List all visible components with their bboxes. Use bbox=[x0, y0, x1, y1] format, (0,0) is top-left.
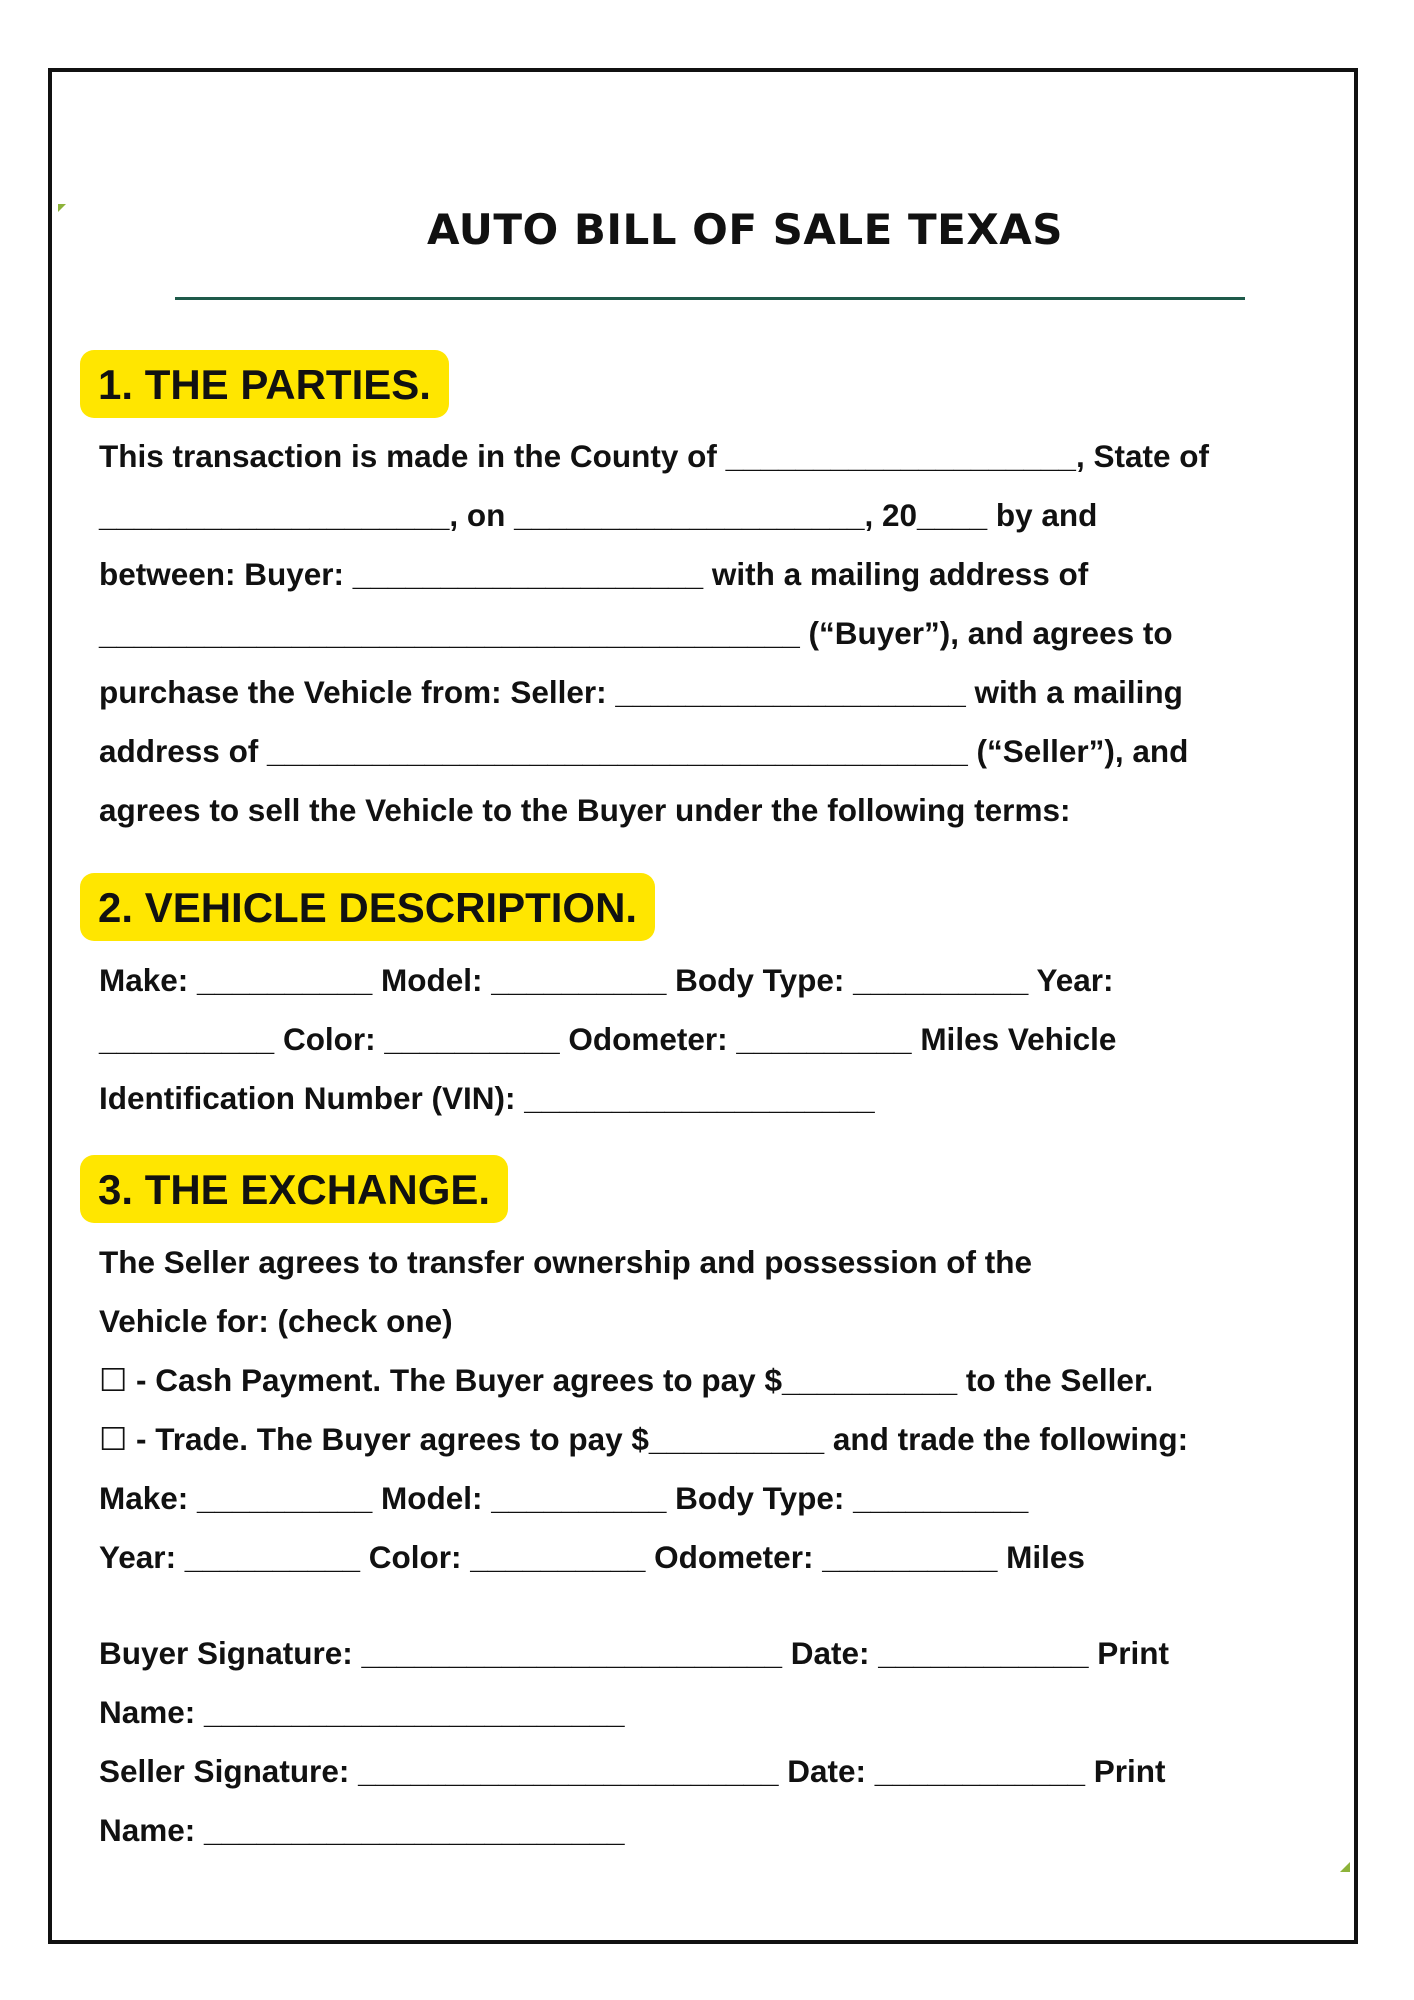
exchange-line-5: Make: __________ Model: __________ Body Type: __________ bbox=[99, 1480, 1029, 1516]
exchange-option-trade[interactable]: ☐ - Trade. The Buyer agrees to pay $__________ and trade the following: bbox=[99, 1421, 1189, 1457]
parties-line-1: This transaction is made in the County of ____________________, State of bbox=[99, 438, 1209, 474]
seller-print-name-line: Name: ________________________ bbox=[99, 1812, 625, 1848]
parties-line-7: agrees to sell the Vehicle to the Buyer under the following terms: bbox=[99, 792, 1071, 828]
section-heading-vehicle-description: 2. VEHICLE DESCRIPTION. bbox=[80, 873, 655, 941]
seller-signature-line: Seller Signature: ________________________ Date: ____________ Print bbox=[99, 1753, 1166, 1789]
vehicle-line-2: __________ Color: __________ Odometer: __________ Miles Vehicle bbox=[99, 1021, 1117, 1057]
vehicle-line-3: Identification Number (VIN): ____________________ bbox=[99, 1080, 875, 1116]
title-underline bbox=[175, 297, 1245, 300]
section-heading-parties: 1. THE PARTIES. bbox=[80, 350, 449, 418]
exchange-line-6: Year: __________ Color: __________ Odometer: __________ Miles bbox=[99, 1539, 1085, 1575]
parties-line-2: ____________________, on ____________________, 20____ by and bbox=[99, 497, 1098, 533]
parties-line-3: between: Buyer: ____________________ with a mailing address of bbox=[99, 556, 1089, 592]
corner-accent-bottom-right bbox=[1340, 1862, 1350, 1872]
exchange-line-2: Vehicle for: (check one) bbox=[99, 1303, 453, 1339]
buyer-print-name-line: Name: ________________________ bbox=[99, 1694, 625, 1730]
parties-line-6: address of ________________________________________ (“Seller”), and bbox=[99, 733, 1189, 769]
exchange-option-cash[interactable]: ☐ - Cash Payment. The Buyer agrees to pay $__________ to the Seller. bbox=[99, 1362, 1154, 1398]
section-heading-exchange: 3. THE EXCHANGE. bbox=[80, 1155, 508, 1223]
parties-line-4: ________________________________________ (“Buyer”), and agrees to bbox=[99, 615, 1173, 651]
buyer-signature-line: Buyer Signature: ________________________ Date: ____________ Print bbox=[99, 1635, 1170, 1671]
document-title: AUTO BILL OF SALE TEXAS bbox=[427, 205, 1063, 254]
exchange-line-1: The Seller agrees to transfer ownership and possession of the bbox=[99, 1244, 1032, 1280]
parties-line-5: purchase the Vehicle from: Seller: ____________________ with a mailing bbox=[99, 674, 1183, 710]
vehicle-line-1: Make: __________ Model: __________ Body Type: __________ Year: bbox=[99, 962, 1114, 998]
